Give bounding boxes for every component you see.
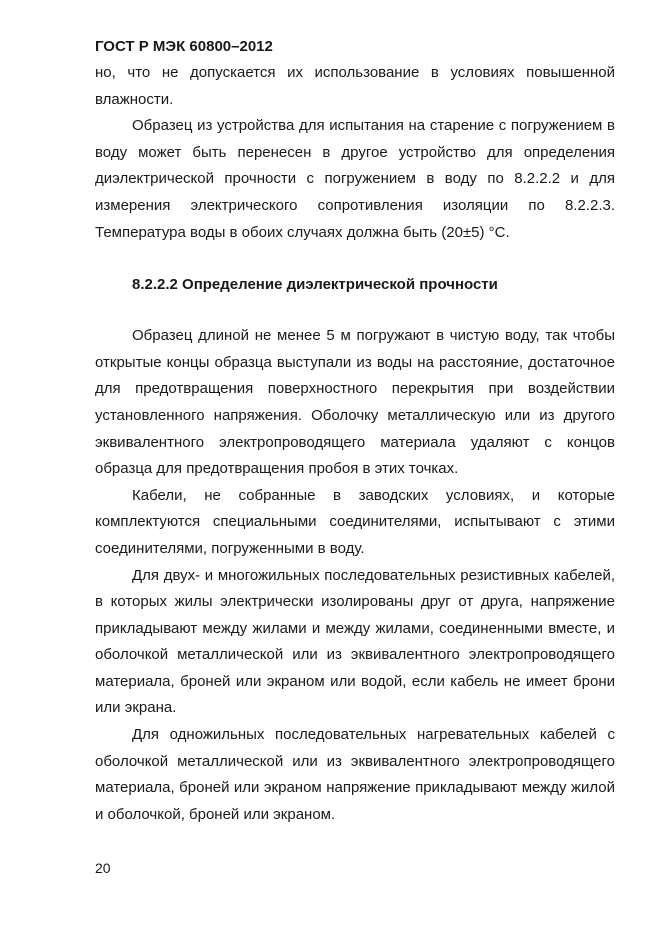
paragraph: Для одножильных последовательных нагревательных кабелей с оболочкой металлической или из эквивалентного электропроводящего материала, броней или экраном напряжение прикладывают между жилой и оболочкой, броней или экраном. — [95, 726, 615, 823]
paragraph: Образец из устройства для испытания на старение с погружением в воду может быть перенесен в другое устройство для определения диэлектрической прочности с погружением в воду по 8.2.2.2 и для измерения электрического сопротивления изоляции по 8.2.2.3. Температура воды в обоих случаях должна быть (20±5) °С. — [95, 117, 615, 241]
paragraph: Образец длиной не менее 5 м погружают в чистую воду, так чтобы открытые концы образца выступали из воды на расстояние, достаточное для предотвращения поверхностного перекрытия при воздействии установленного напряжения. Оболочку металлическую или из другого эквивалентного электропроводящего материала удаляют с концов образца для предотвращения пробоя в этих точках. — [95, 327, 615, 478]
page-number: 20 — [95, 860, 111, 876]
paragraph: Кабели, не собранные в заводских условиях, и которые комплектуются специальными соединителями, испытывают с этими соединителями, погруженными в воду. — [95, 486, 615, 557]
document-body — [95, 60, 615, 828]
document-header: ГОСТ Р МЭК 60800–2012 — [95, 38, 273, 55]
section-heading: 8.2.2.2 Определение диэлектрической прочности — [132, 276, 498, 294]
paragraph: Для двух- и многожильных последовательных резистивных кабелей, в которых жилы электрически изолированы друг от друга, напряжение прикладывают между жилами и между жилами, соединенными вместе, и оболочкой металлической или из эквивалентного электропроводящего материала, броней или экраном или водой, если кабель не имеет брони или экрана. — [95, 566, 615, 717]
paragraph-continuation: но, что не допускается их использование в условиях повышенной влажности. — [95, 64, 615, 108]
